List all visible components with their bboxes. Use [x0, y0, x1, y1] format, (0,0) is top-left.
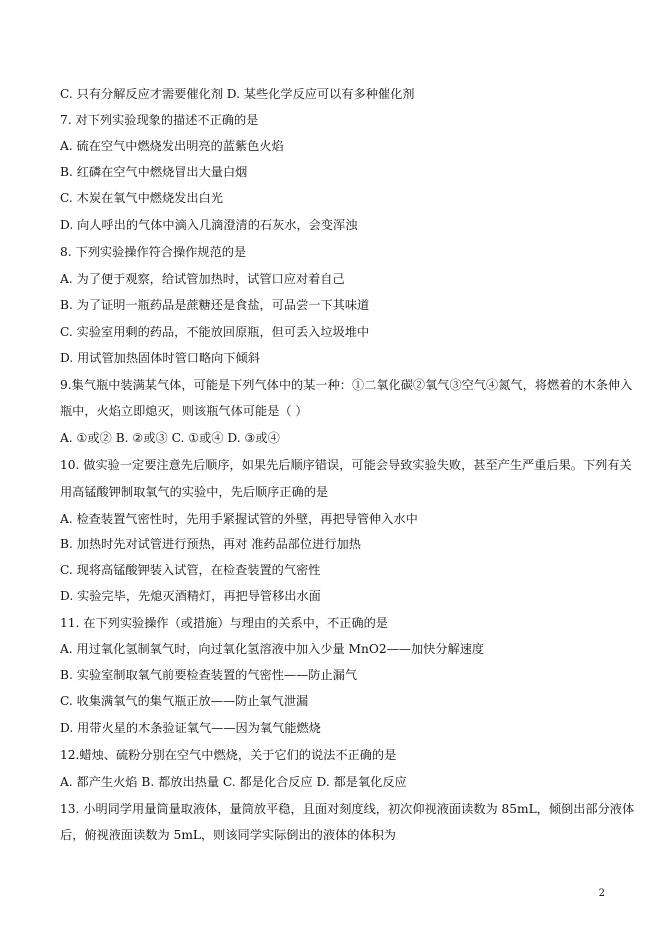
q6-options-cd: C. 只有分解反应才需要催化剂 D. 某些化学反应可以有多种催化剂	[60, 87, 415, 101]
q11-stem: 11. 在下列实验操作（或措施）与理由的关系中，不正确的是	[60, 616, 388, 630]
q7-stem: 7. 对下列实验现象的描述不正确的是	[60, 113, 259, 127]
q8-option-d: D. 用试管加热固体时管口略向下倾斜	[60, 351, 260, 365]
q10-option-b: B. 加热时先对试管进行预热，再对 准药品部位进行加热	[60, 537, 361, 551]
q10-option-d: D. 实验完毕，先熄灭酒精灯，再把导管移出水面	[60, 589, 321, 603]
q10-option-a: A. 检查装置气密性时，先用手紧握试管的外壁，再把导管伸入水中	[60, 512, 418, 526]
q7-option-b: B. 红磷在空气中燃烧冒出大量白烟	[60, 165, 248, 179]
q7-option-d: D. 向人呼出的气体中滴入几滴澄清的石灰水，会变浑浊	[60, 218, 358, 232]
q8-option-a: A. 为了便于观察，给试管加热时，试管口应对着自己	[60, 272, 345, 286]
q10-stem-line-2: 用高锰酸钾制取氧气的实验中，先后顺序正确的是	[60, 485, 329, 499]
q8-option-c: C. 实验室用剩的药品，不能放回原瓶，但可丢入垃圾堆中	[60, 325, 370, 339]
q13-stem-line-2: 后，俯视液面读数为 5mL，则该同学实际倒出的液体的体积为	[60, 828, 396, 842]
q11-option-a: A. 用过氧化氢制氧气时，向过氧化氢溶液中加入少量 MnO2——加快分解速度	[60, 642, 485, 656]
q12-options: A. 都产生火焰 B. 都放出热量 C. 都是化合反应 D. 都是氧化反应	[60, 775, 407, 789]
q7-option-a: A. 硫在空气中燃烧发出明亮的蓝紫色火焰	[60, 139, 284, 153]
page-number: 2	[598, 888, 605, 899]
q8-stem: 8. 下列实验操作符合操作规范的是	[60, 245, 247, 259]
q11-option-b: B. 实验室制取氧气前要检查装置的气密性——防止漏气	[60, 668, 358, 682]
q11-option-d: D. 用带火星的木条验证氧气——因为氧气能燃烧	[60, 721, 321, 735]
q12-stem: 12.蜡烛、硫粉分别在空气中燃烧，关于它们的说法不正确的是	[60, 748, 397, 762]
q9-stem-line-1: 9.集气瓶中装满某气体，可能是下列气体中的某一种：①二氧化碳②氧气③空气④氮气，将燃着的木条伸入	[60, 378, 633, 392]
q10-stem-line-1: 10. 做实验一定要注意先后顺序，如果先后顺序错误，可能会导致实验失败，甚至产生严重后果。下列有关	[60, 458, 632, 472]
q11-option-c: C. 收集满氧气的集气瓶正放——防止氧气泄漏	[60, 694, 309, 708]
q9-options: A. ①或② B. ②或③ C. ①或④ D. ③或④	[60, 431, 280, 445]
q10-option-c: C. 现将高锰酸钾装入试管，在检查装置的气密性	[60, 563, 321, 577]
q13-stem-line-1: 13. 小明同学用量筒量取液体，量筒放平稳，且面对刻度线，初次仰视液面读数为 85mL，倾倒出部分液体	[60, 802, 635, 816]
q9-stem-line-2: 瓶中，火焰立即熄灭，则该瓶气体可能是（ ）	[60, 404, 308, 418]
q7-option-c: C. 木炭在氧气中燃烧发出白光	[60, 191, 223, 205]
q8-option-b: B. 为了证明一瓶药品是蔗糖还是食盐，可品尝一下其味道	[60, 298, 370, 312]
